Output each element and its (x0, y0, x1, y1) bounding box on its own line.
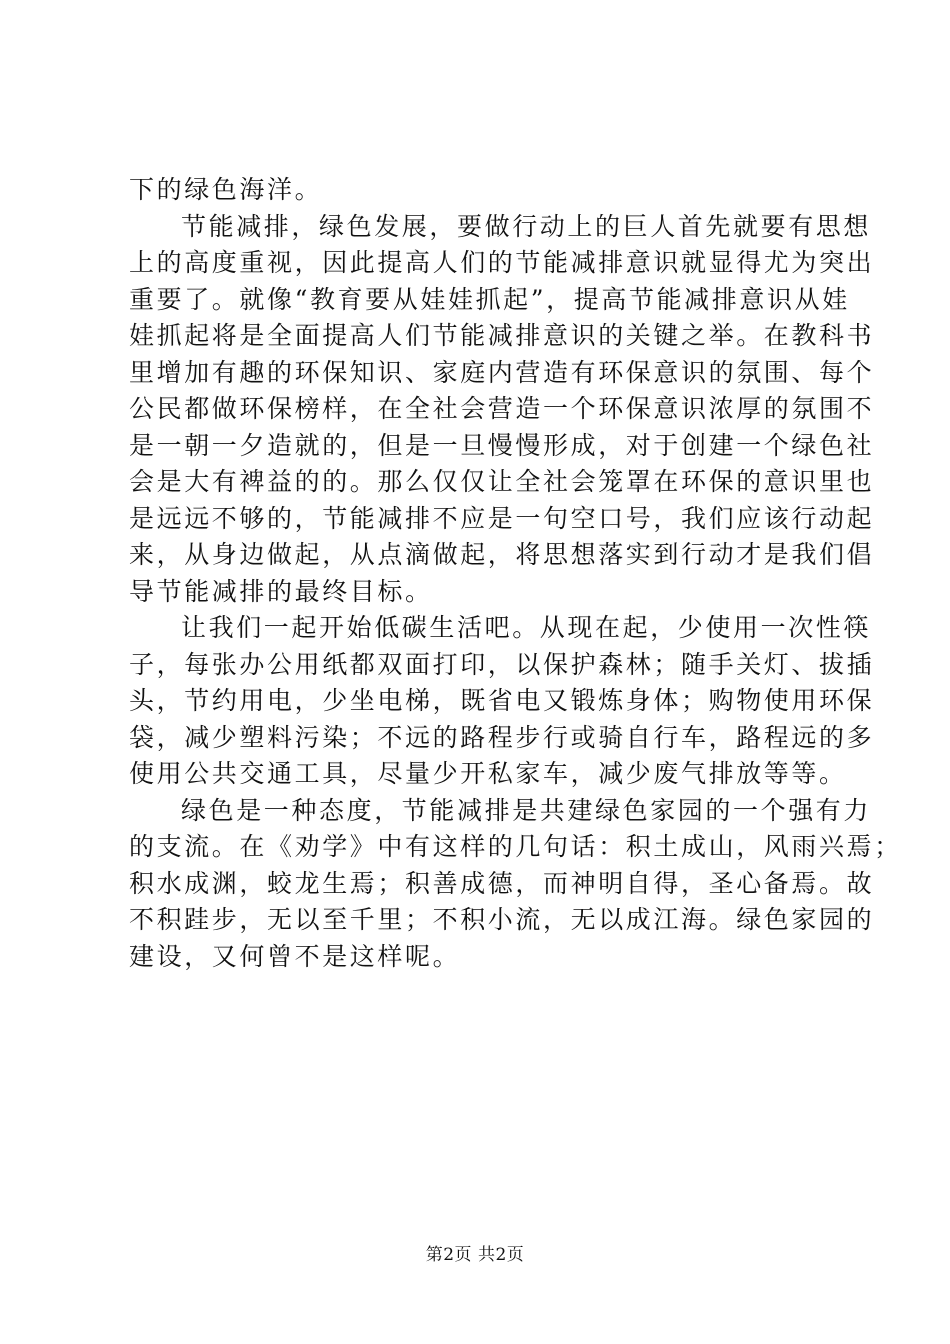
text-line: 上的高度重视，因此提高人们的节能减排意识就显得尤为突出 (129, 248, 875, 277)
text-line: 头，节约用电，少坐电梯，既省电又锻炼身体；购物使用环保 (129, 686, 875, 715)
text-line: 是一朝一夕造就的，但是一旦慢慢形成，对于创建一个绿色社 (129, 430, 875, 460)
text-line: 建设，又何曾不是这样呢。 (129, 941, 461, 971)
text-line: 来，从身边做起，从点滴做起，将思想落实到行动才是我们倡 (129, 540, 875, 569)
text-line: 袋，减少塑料污染；不远的路程步行或骑自行车，路程远的多 (129, 722, 875, 752)
page-number-footer: 第2页 共2页 (425, 1245, 525, 1265)
text-line: 娃抓起将是全面提高人们节能减排意识的关键之举。在教科书 (129, 321, 875, 350)
text-line: 不积跬步，无以至千里；不积小流，无以成江海。绿色家园的 (129, 905, 875, 934)
text-line: 下的绿色海洋。 (129, 175, 323, 204)
text-line: 里增加有趣的环保知识、家庭内营造有环保意识的氛围、每个 (129, 357, 875, 387)
text-line: 子，每张办公用纸都双面打印，以保护森林；随手关灯、拔插 (129, 649, 875, 679)
text-line: 积水成渊，蛟龙生焉；积善成德，而神明自得，圣心备焉。故 (129, 868, 875, 898)
text-line: 导节能减排的最终目标。 (129, 576, 433, 606)
text-line: 重要了。就像“教育要从娃娃抓起”，提高节能减排意识从娃 (129, 284, 850, 314)
paragraph-first-line: 让我们一起开始低碳生活吧。从现在起，少使用一次性筷 (181, 613, 872, 642)
paragraph-first-line: 绿色是一种态度，节能减排是共建绿色家园的一个强有力 (181, 795, 872, 825)
text-line: 公民都做环保榜样，在全社会营造一个环保意识浓厚的氛围不 (129, 394, 875, 423)
text-line: 的支流。在《劝学》中有这样的几句话：积土成山，风雨兴焉； (129, 832, 902, 861)
paragraph-first-line: 节能减排，绿色发展，要做行动上的巨人首先就要有思想 (181, 211, 872, 241)
text-line: 会是大有裨益的的。那么仅仅让全社会笼罩在环保的意识里也 (129, 467, 875, 496)
body-text (129, 172, 902, 975)
text-line: 是远远不够的，节能减排不应是一句空口号，我们应该行动起 (129, 503, 875, 533)
text-line: 使用公共交通工具，尽量少开私家车，减少废气排放等等。 (129, 759, 847, 788)
